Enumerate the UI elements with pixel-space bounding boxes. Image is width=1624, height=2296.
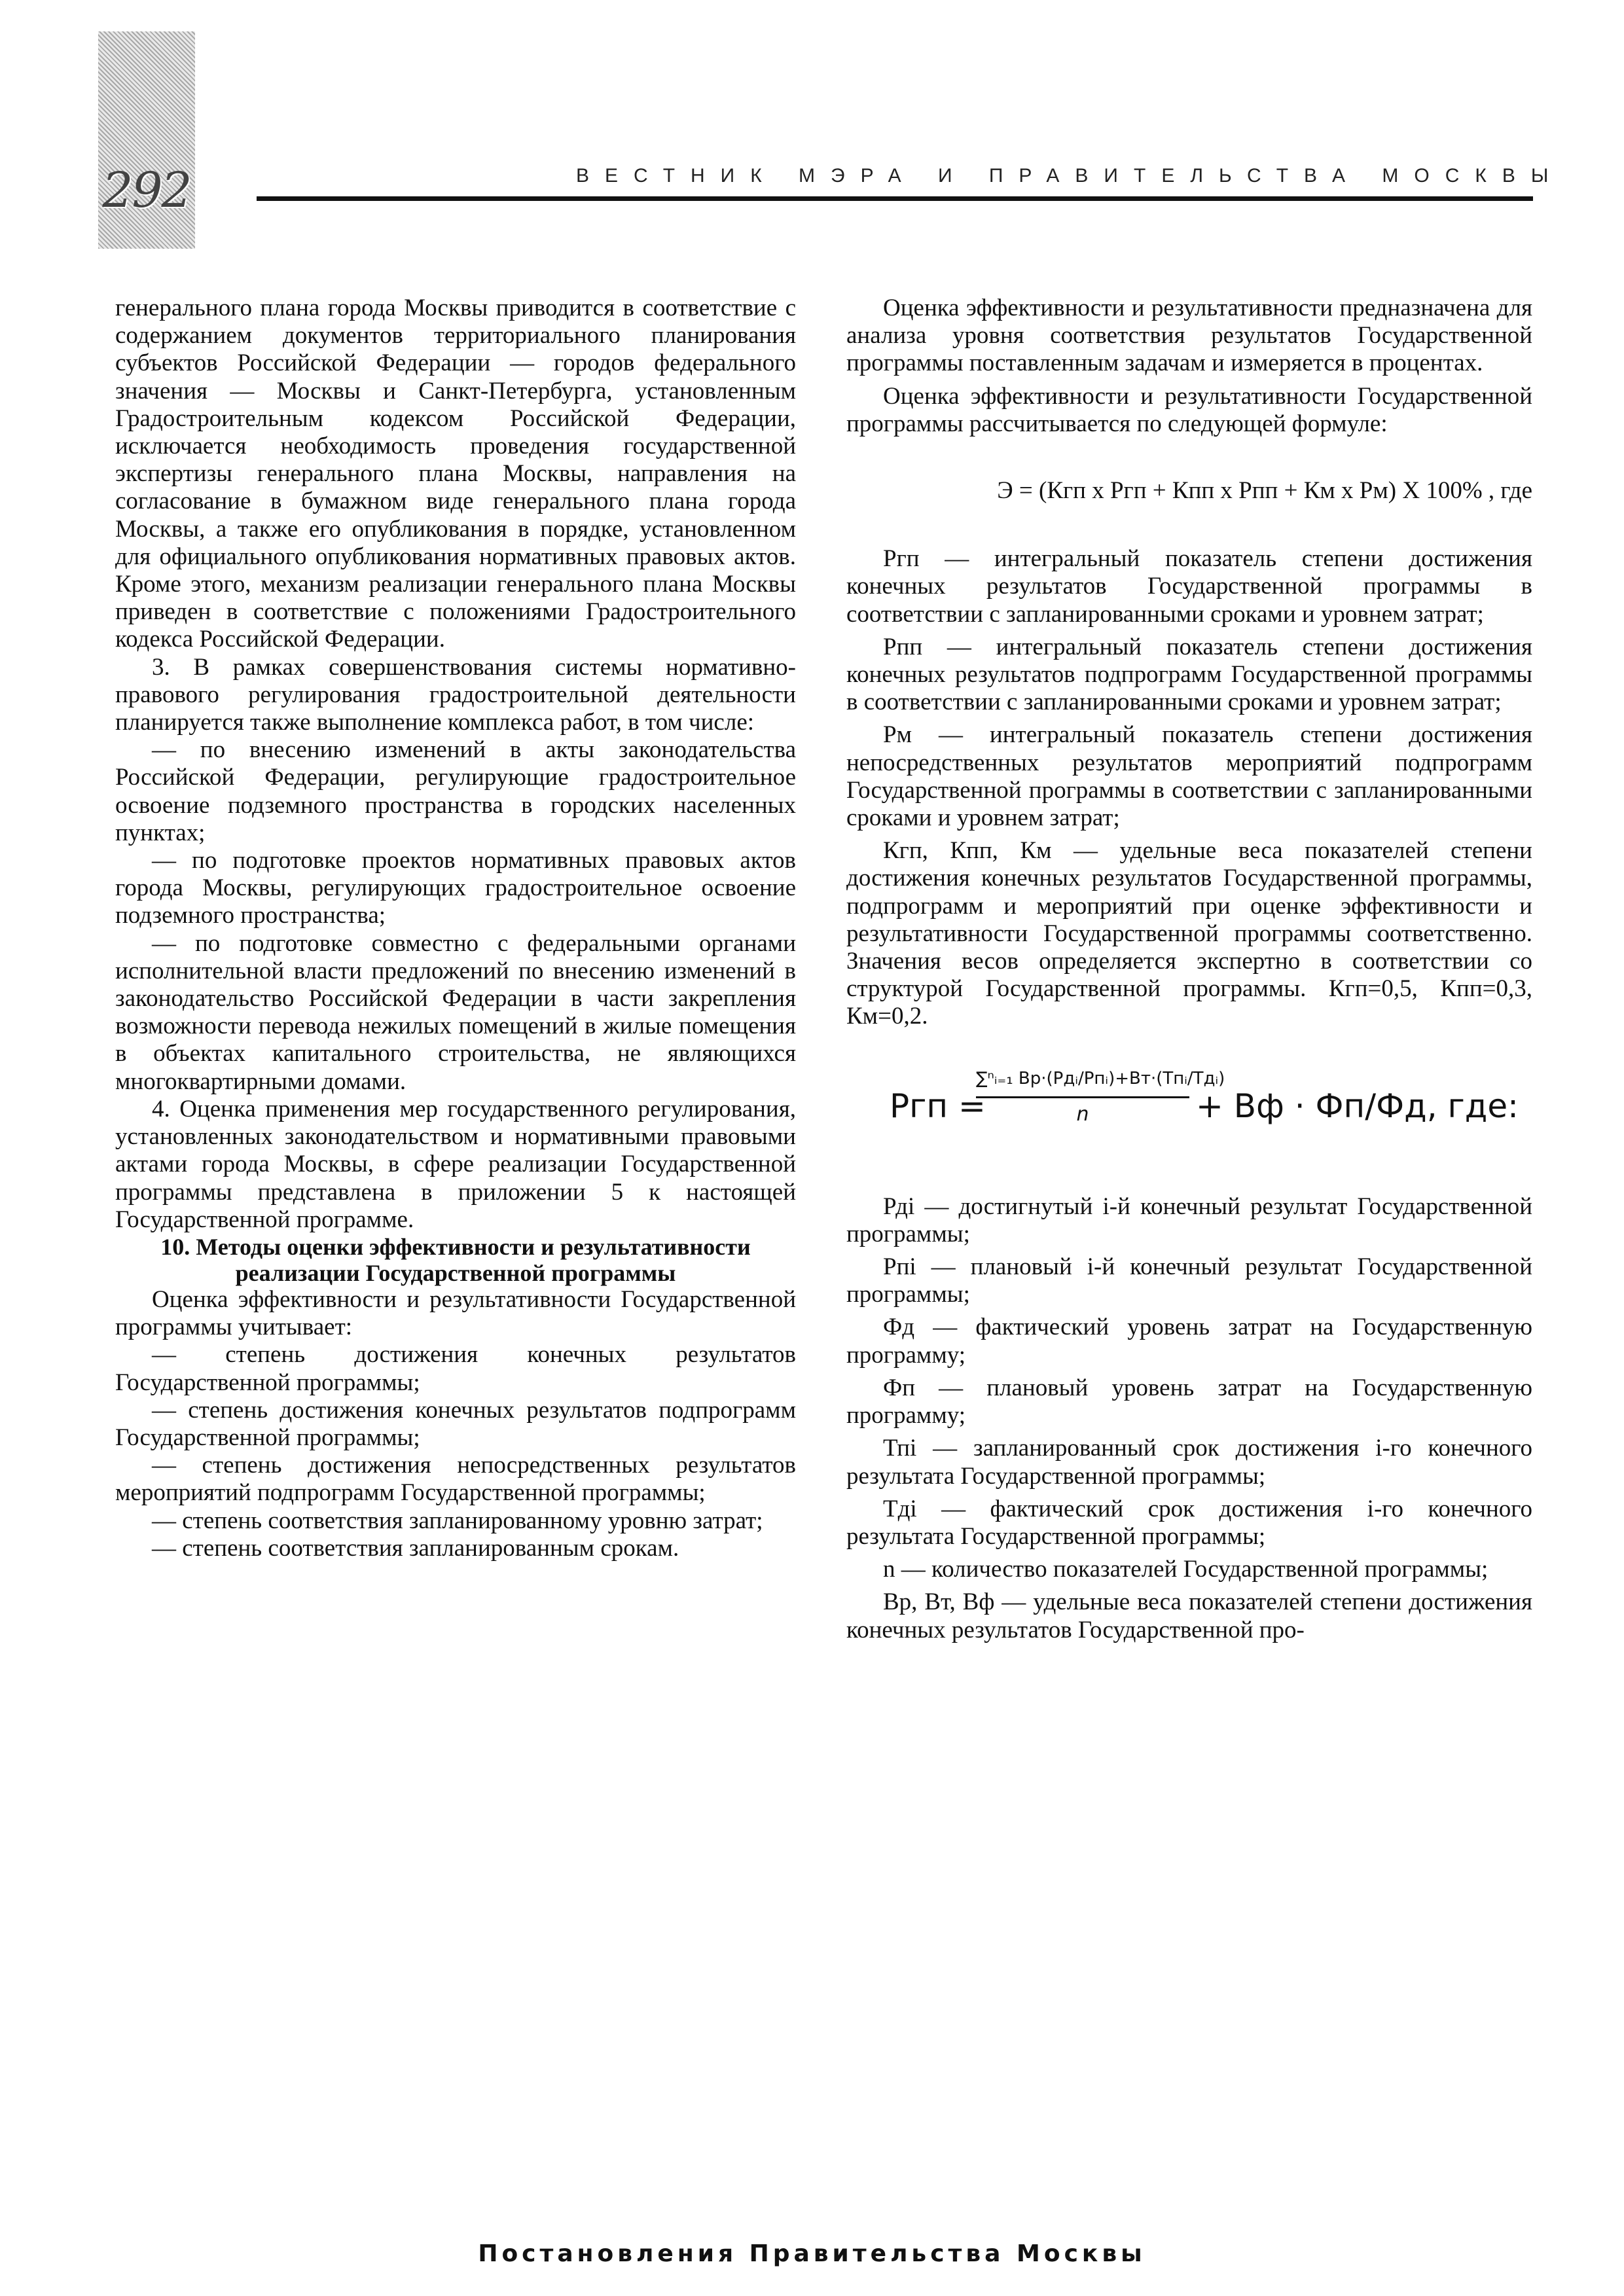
formula-rhs: + Вф · Фп/Фд, где: (1196, 1086, 1519, 1125)
list-item: — степень достижения конечных результатов Государственной программы; (115, 1341, 796, 1396)
list-item: — степень соответствия запланированным срокам. (152, 1534, 679, 1562)
paragraph: Оценка эффективности и результативности Государственной программы учитывает: (115, 1285, 796, 1341)
list-item: — степень достижения конечных результатов подпрограмм Государственной программы; (115, 1396, 796, 1451)
definition: Рпi — плановый i-й конечный результат Государственной программы; (846, 1253, 1532, 1308)
efficiency-formula: Э = (Кгп x Ргп + Кпп x Рпп + Км x Рм) X 100% , где (997, 477, 1532, 505)
section-heading-line1: 10. Методы оценки эффективности и результативности (160, 1233, 751, 1260)
definition: Вр, Вт, Вф — удельные веса показателей степени достижения конечных результатов Государственной про- (846, 1588, 1532, 1643)
section-heading (115, 1234, 796, 1286)
definition: Ргп — интегральный показатель степени достижения конечных результатов Государственной программы в соответствии с запланированными сроками и уровнем затрат; (846, 545, 1532, 628)
footer-title: Постановления Правительства Москвы (478, 2240, 1146, 2267)
journal-title: ВЕСТНИК МЭРА И ПРАВИТЕЛЬСТВА МОСКВЫ (576, 165, 1564, 187)
header-rule (257, 196, 1533, 201)
list-item: — по внесению изменений в акты законодательства Российской Федерации, регулирующие градостроительное освоение подземного пространства в городских населенных пунктах; (115, 736, 796, 846)
left-column (115, 295, 796, 1562)
definition: Рдi — достигнутый i-й конечный результат Государственной программы; (846, 1193, 1532, 1247)
page-number-badge (98, 31, 195, 249)
paragraph: генерального плана города Москвы приводится в соответствие с содержанием документов территориального планирования субъектов Российской Федерации — городов федерального значения — Москвы и Санкт-Петербурга, установленным Градостроительным кодексом Российской Федерации, исключается необходимость проведения государственной экспертизы генерального плана Москвы, направления на согласование в бумажном виде генерального плана города Москвы, а также его опубликования в порядке, установленном для официального опубликования нормативных правовых актов. Кроме этого, механизм реализации генерального плана Москвы приведен в соответствие с положениями Градостроительного кодекса Российской Федерации. (115, 295, 796, 653)
definition: Рпп — интегральный показатель степени достижения конечных результатов подпрограмм Государственной программы в соответствии с запланированными сроками и уровнем затрат; (846, 633, 1532, 716)
formula-denominator: n (1076, 1102, 1089, 1126)
definition: Фп — плановый уровень затрат на Государственную программу; (846, 1374, 1532, 1429)
list-item: — степень соответствия запланированному уровню затрат; (152, 1507, 763, 1534)
formula-numerator: ∑ⁿᵢ₌₁ Вр·(Рдᵢ/Рпᵢ)+Вт·(Тпᵢ/Тдᵢ) (976, 1065, 1189, 1098)
right-column (846, 295, 1532, 1644)
definition: Фд — фактический уровень затрат на Государственную программу; (846, 1314, 1532, 1369)
formula-lhs: Ргп = (890, 1086, 986, 1125)
section-heading-line2: реализации Государственной программы (235, 1259, 676, 1286)
definition: Тдi — фактический срок достижения i-го конечного результата Государственной программы; (846, 1495, 1532, 1550)
list-item: — по подготовке совместно с федеральными органами исполнительной власти предложений по внесению изменений в законодательство Российской Федерации в части закрепления возможности перевода нежилых помещений в жилые помещения в объектах капитального строительства, не являющихся многоквартирными домами. (115, 929, 796, 1095)
definition: n — количество показателей Государственной программы; (883, 1556, 1489, 1583)
definition: Рм — интегральный показатель степени достижения непосредственных результатов мероприятий подпрограмм Государственной программы в соответствии с запланированными сроками и уровнем затрат; (846, 721, 1532, 832)
list-item: — по подготовке проектов нормативных правовых актов города Москвы, регулирующих градостроительное освоение подземного пространства; (115, 847, 796, 929)
list-item: — степень достижения непосредственных результатов мероприятий подпрограмм Государственной программы; (115, 1452, 796, 1507)
paragraph: 3. В рамках совершенствования системы нормативно-правового регулирования градостроительной деятельности планируется также выполнение комплекса работ, в том числе: (115, 653, 796, 736)
paragraph: 4. Оценка применения мер государственного регулирования, установленных законодательством и нормативными правовыми актами города Москвы, в сфере реализации Государственной программы представлена в приложении 5 к настоящей Государственной программе. (115, 1095, 796, 1233)
paragraph: Оценка эффективности и результативности Государственной программы рассчитывается по следующей формуле: (846, 382, 1532, 437)
definition: Кгп, Кпп, Км — удельные веса показателей степени достижения конечных результатов Государственной программы, подпрограмм и мероприятий при оценке эффективности и результативности Государственной программы соответственно. Значения весов определяется экспертно в соответствии со структурой Государственной программы. Кгп=0,5, Кпп=0,3, Км=0,2. (846, 837, 1532, 1030)
definition: Тпi — запланированный срок достижения i-го конечного результата Государственной программы; (846, 1435, 1532, 1490)
formula-fraction (976, 1065, 1225, 1128)
page-number: 292 (102, 162, 191, 219)
integral-indicator-formula (846, 1049, 1532, 1174)
paragraph: Оценка эффективности и результативности предназначена для анализа уровня соответствия результатов Государственной программы поставленным задачам и измеряется в процентах. (846, 295, 1532, 377)
